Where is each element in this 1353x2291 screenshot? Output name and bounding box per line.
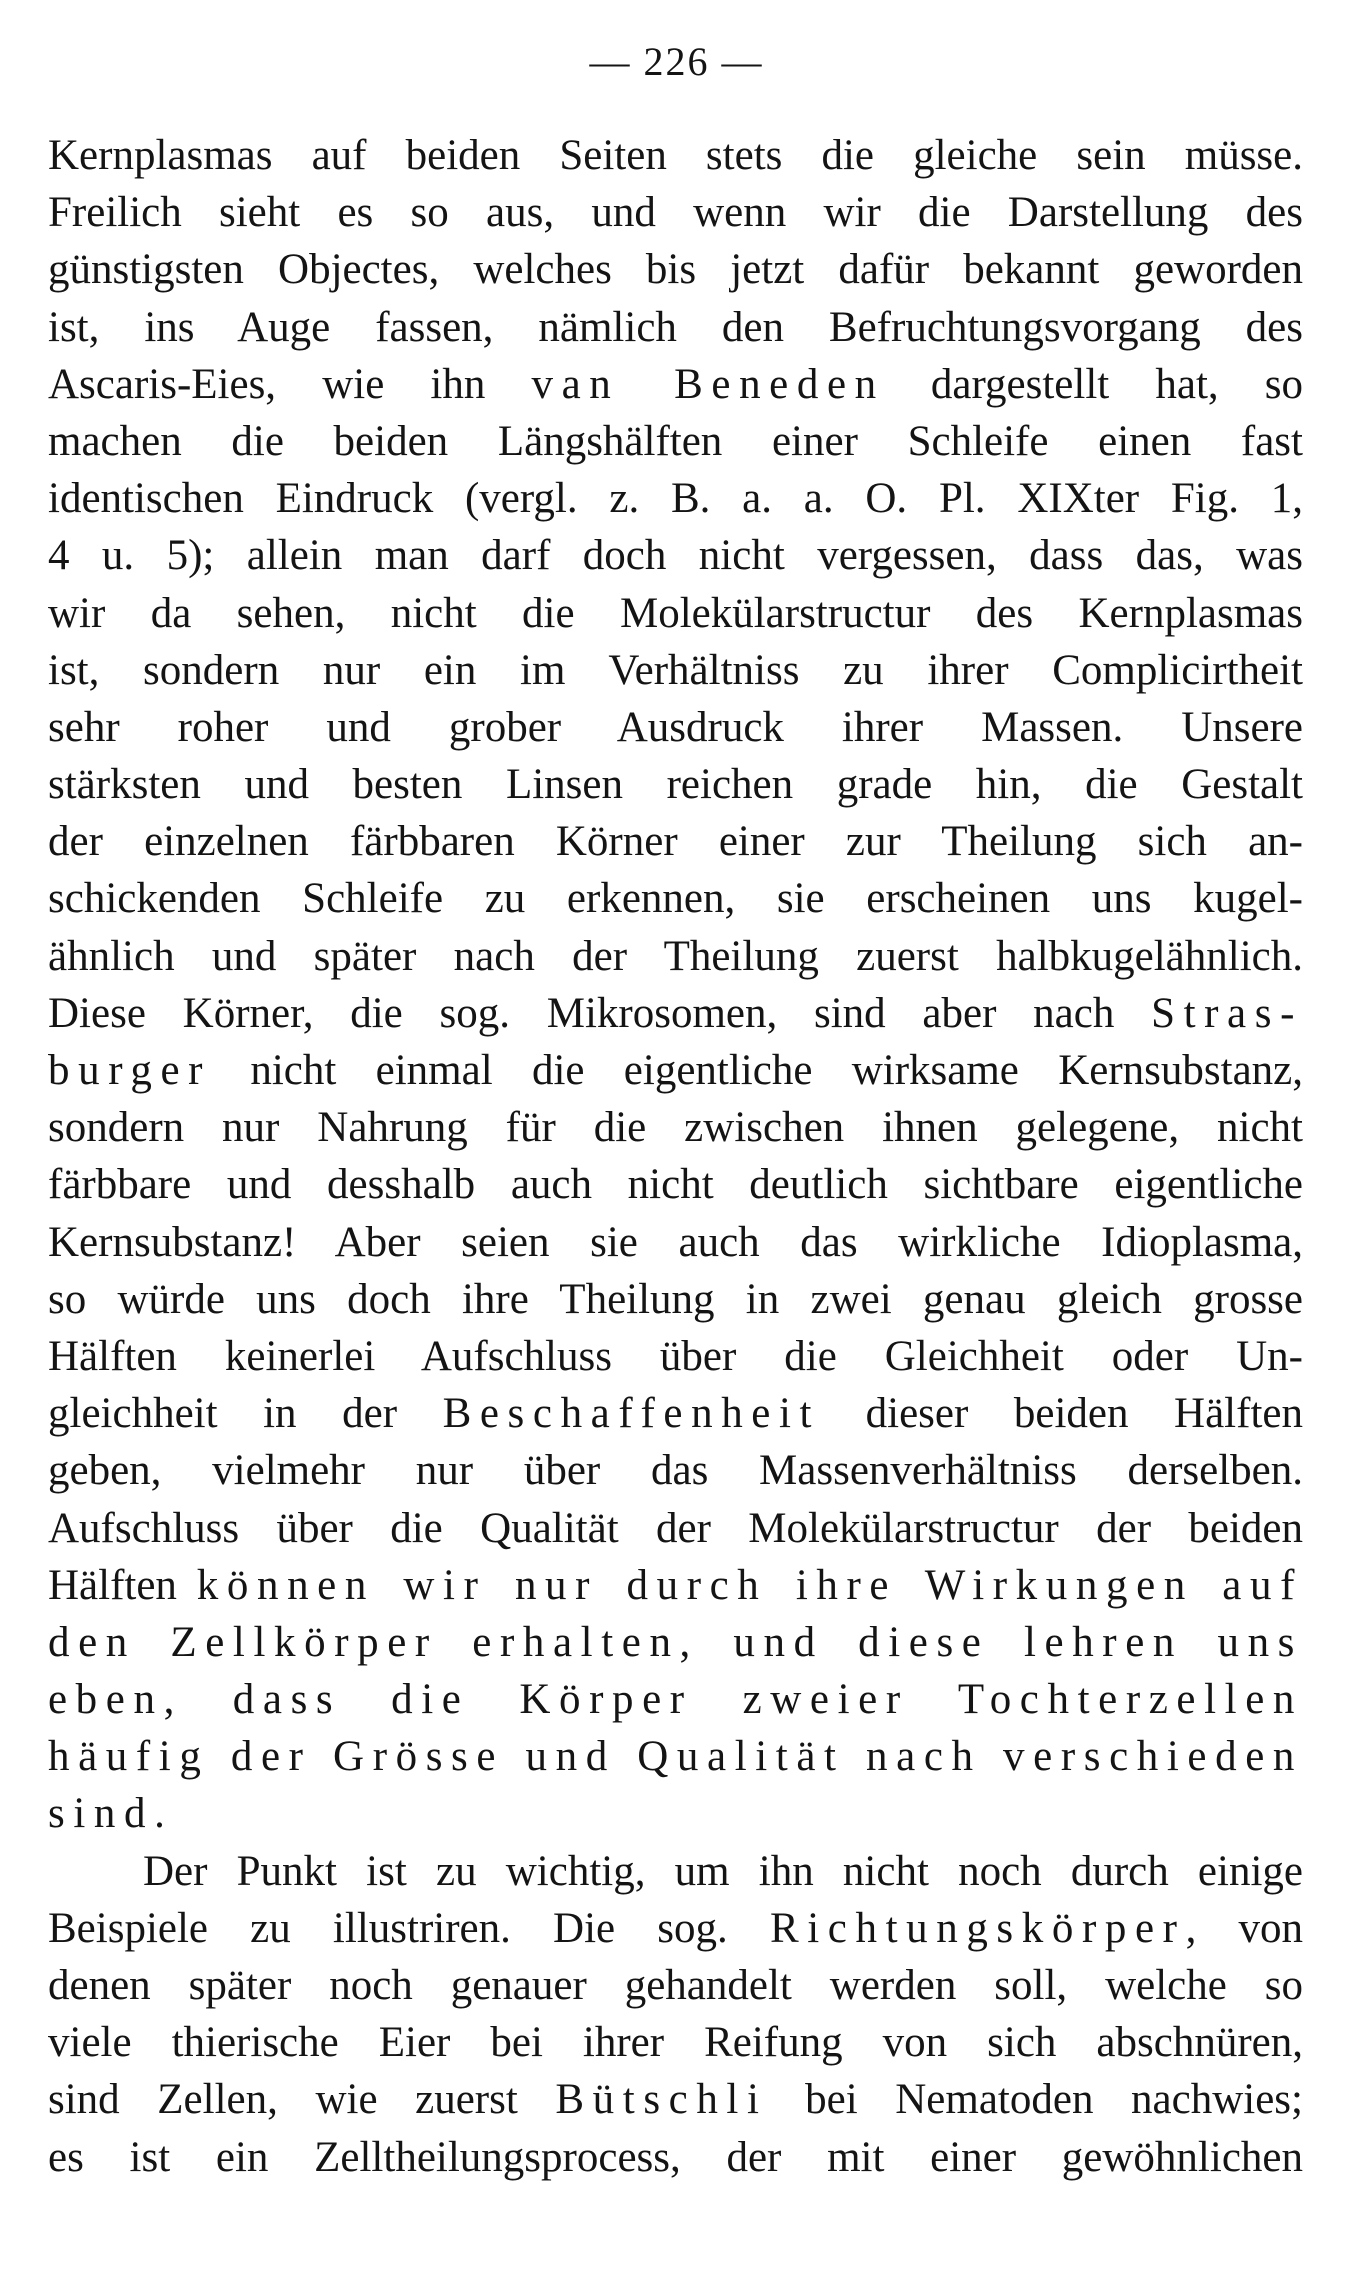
text-segment: Ascaris-Eies, wie ihn [48, 360, 532, 408]
text-segment: denen später noch genauer gehandelt werden soll, welche so [48, 1962, 1303, 2009]
text-line [48, 1328, 1303, 1385]
text-line [48, 1843, 1303, 1900]
text-segment: färbbare und desshalb auch nicht deutlich sichtbare eigentliche [48, 1161, 1303, 1209]
text-segment: Aufschluss über die Qualität der Molekülarstructur der beiden [48, 1504, 1303, 1552]
text-segment: so würde uns doch ihre Theilung in zwei genau gleich grosse [48, 1275, 1303, 1323]
text-segment: nicht einmal die eigentliche wirksame Kernsubstanz, [211, 1047, 1303, 1094]
spaced-emphasis-text: Bütschli [555, 2076, 768, 2124]
text-line [48, 813, 1303, 870]
text-segment: sehr roher und grober Ausdruck ihrer Massen. Unsere [48, 703, 1303, 751]
spaced-emphasis-text: Stras- [1151, 989, 1303, 1037]
text-line [48, 1557, 1303, 1614]
text-segment: stärksten und besten Linsen reichen grade hin, die Gestalt [48, 761, 1303, 809]
text-segment: der einzelnen färbbaren Körner einer zur Theilung sich an- [48, 818, 1303, 866]
text-line [48, 1671, 1303, 1728]
text-line [48, 2129, 1303, 2186]
text-segment: Der Punkt ist zu wichtig, um ihn nicht noch durch einige [143, 1847, 1303, 1895]
text-line [48, 1042, 1303, 1099]
spaced-emphasis-text: häufig der Grösse und Qualität nach verschieden [48, 1733, 1303, 1781]
text-segment: gleichheit in der [48, 1390, 443, 1438]
text-segment: ist, ins Auge fassen, nämlich den Befruchtungsvorgang des [48, 303, 1303, 351]
text-segment: dieser beiden Hälften [820, 1390, 1303, 1438]
text-segment: wir da sehen, nicht die Molekülarstructur des Kernplasmas [48, 589, 1303, 637]
text-line [48, 527, 1303, 584]
text-line [48, 1214, 1303, 1271]
text-segment: 4 u. 5); allein man darf doch nicht vergessen, dass das, was [48, 532, 1303, 580]
spaced-emphasis-text: burger [48, 1047, 212, 1094]
text-line [48, 299, 1303, 356]
text-line [48, 127, 1303, 184]
text-line [48, 356, 1303, 413]
text-line [48, 241, 1303, 298]
spaced-emphasis-text: können wir nur durch ihre Wirkungen auf [196, 1561, 1304, 1609]
spaced-emphasis-text: Richtungskörper [769, 1904, 1186, 1952]
text-segment: identischen Eindruck (vergl. z. B. a. a. O. Pl. XIXter Fig. 1, [48, 475, 1303, 523]
text-segment: geben, vielmehr nur über das Massenverhältniss derselben. [48, 1447, 1303, 1495]
text-segment: ist, sondern nur ein im Verhältniss zu ihrer Complicirtheit [48, 646, 1303, 694]
text-line [48, 642, 1303, 699]
text-line [48, 1385, 1303, 1442]
text-line [48, 2014, 1303, 2071]
text-line [48, 1500, 1303, 1557]
text-segment: sondern nur Nahrung für die zwischen ihnen gelegene, nicht [48, 1104, 1303, 1152]
text-line [48, 1728, 1303, 1785]
text-segment: , von [1185, 1904, 1304, 1952]
text-line [48, 184, 1303, 241]
text-line [48, 1900, 1303, 1957]
page-number: — 226 — [589, 39, 764, 84]
text-segment: dargestellt hat, so [884, 360, 1304, 408]
text-line [48, 413, 1303, 470]
text-segment: schickenden Schleife zu erkennen, sie erscheinen uns kugel- [48, 875, 1303, 923]
text-line [48, 1957, 1303, 2014]
spaced-emphasis-text: den Zellkörper erhalten, und diese lehren uns [48, 1618, 1303, 1666]
text-segment: Diese Körner, die sog. Mikrosomen, sind aber nach [48, 989, 1152, 1037]
text-segment: Kernsubstanz! Aber seien sie auch das wirkliche Idioplasma, [48, 1218, 1303, 1266]
text-line [48, 585, 1303, 642]
spaced-emphasis-text: sind. [48, 1790, 174, 1838]
text-segment: machen die beiden Längshälften einer Schleife einen fast [48, 417, 1303, 465]
text-line [48, 470, 1303, 527]
text-line [48, 2071, 1303, 2128]
text-segment: ähnlich und später nach der Theilung zuerst halbkugelähnlich. [48, 932, 1303, 980]
text-line [48, 1614, 1303, 1671]
text-line [48, 985, 1303, 1042]
text-line [48, 1156, 1303, 1213]
text-line [48, 756, 1303, 813]
text-segment: Kernplasmas auf beiden Seiten stets die gleiche sein müsse. [48, 132, 1303, 179]
text-segment: sind Zellen, wie zuerst [48, 2076, 556, 2124]
text-line [48, 928, 1303, 985]
text-segment: bei Nematoden nachwies; [767, 2076, 1303, 2124]
body-text [48, 127, 1303, 2186]
text-segment: viele thierische Eier bei ihrer Reifung von sich abschnüren, [48, 2019, 1303, 2067]
text-segment: Beispiele zu illustriren. Die sog. [48, 1904, 770, 1952]
text-line [48, 870, 1303, 927]
text-segment: günstigsten Objectes, welches bis jetzt dafür bekannt geworden [48, 246, 1303, 294]
text-line [48, 1271, 1303, 1328]
text-line [48, 699, 1303, 756]
spaced-emphasis-text: eben, dass die Körper zweier Tochterzellen [48, 1676, 1303, 1724]
text-line [48, 1785, 1303, 1842]
text-segment: Freilich sieht es so aus, und wenn wir die Darstellung des [48, 189, 1303, 237]
text-line [48, 1099, 1303, 1156]
spaced-emphasis-text: van Beneden [531, 360, 885, 408]
text-segment: Hälften keinerlei Aufschluss über die Gleichheit oder Un- [48, 1332, 1303, 1380]
text-segment: Hälften [48, 1561, 197, 1609]
text-line [48, 1442, 1303, 1499]
spaced-emphasis-text: Beschaffenheit [442, 1390, 821, 1438]
text-segment: es ist ein Zelltheilungsprocess, der mit einer gewöhnlichen [48, 2133, 1303, 2181]
